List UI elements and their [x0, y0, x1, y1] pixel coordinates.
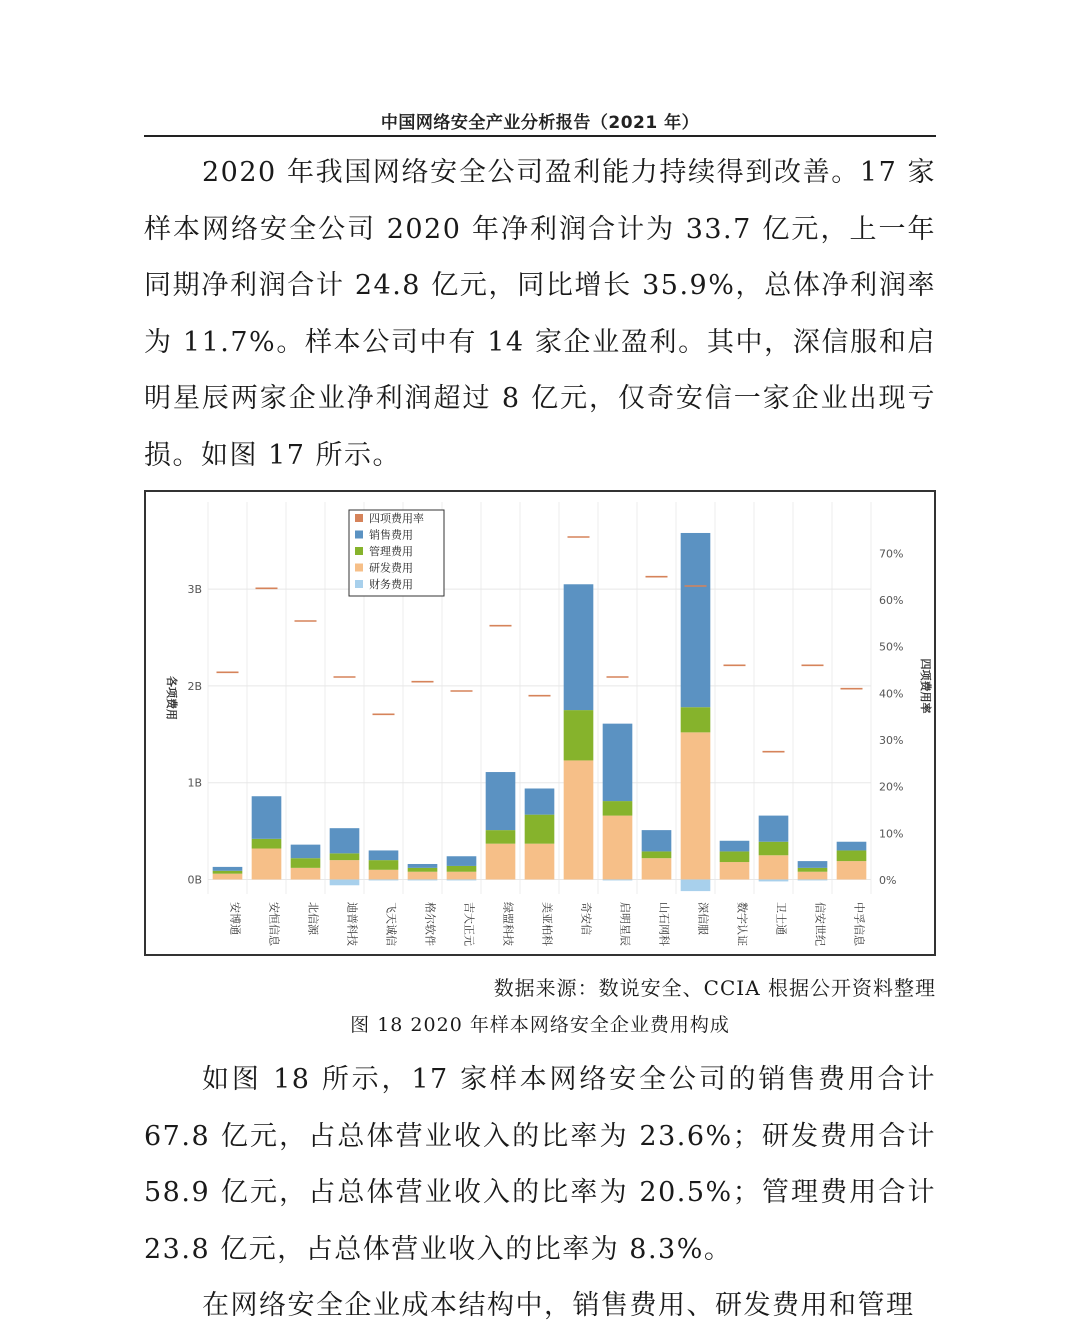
bar-segment	[525, 788, 555, 814]
bar-segment	[603, 801, 633, 816]
bar-segment-negative	[369, 879, 399, 880]
bar-segment	[213, 874, 243, 880]
bar-segment	[642, 851, 672, 858]
bar-segment	[408, 872, 438, 880]
x-tick-label: 数字认证	[735, 902, 749, 946]
data-source-note: 数据来源：数说安全、CCIA 根据公开资料整理	[493, 976, 936, 1000]
y-axis-title: 各项费用	[165, 676, 178, 720]
bar-segment	[369, 850, 399, 860]
bar-segment	[759, 855, 789, 879]
legend-label: 四项费用率	[369, 512, 424, 525]
legend-swatch	[355, 531, 363, 539]
y-tick-label: 2B	[187, 679, 202, 693]
y-tick-label: 0B	[187, 873, 202, 887]
y2-tick-label: 40%	[879, 687, 904, 701]
bar-segment	[291, 868, 321, 880]
bar-segment	[642, 858, 672, 879]
bar-segment	[447, 856, 477, 866]
y2-tick-label: 70%	[879, 547, 904, 561]
bar-segment	[369, 860, 399, 870]
bar-segment-negative	[681, 879, 711, 891]
x-tick-label: 山石网科	[657, 902, 671, 946]
bar-segment	[291, 845, 321, 859]
bar-segment	[447, 866, 477, 872]
x-tick-label: 中孚信息	[852, 902, 866, 946]
bar-segment	[837, 850, 867, 861]
x-tick-label: 吉大正元	[462, 902, 476, 946]
bar-segment	[837, 842, 867, 851]
bar-segment-negative	[603, 879, 633, 880]
bar-segment	[252, 796, 282, 839]
legend-swatch	[355, 547, 363, 555]
bar-segment	[252, 849, 282, 880]
bar-layer	[213, 533, 867, 891]
bar-segment	[720, 841, 750, 852]
axis-layer	[165, 547, 933, 947]
bar-segment	[486, 830, 516, 844]
bar-segment	[720, 851, 750, 862]
bar-segment	[798, 868, 828, 872]
x-tick-label: 安恒信息	[267, 902, 281, 946]
bar-segment	[603, 724, 633, 801]
bar-segment	[213, 871, 243, 874]
bar-segment	[525, 815, 555, 844]
y2-tick-label: 0%	[879, 874, 897, 887]
legend-label: 财务费用	[369, 578, 413, 591]
bar-segment-negative	[330, 879, 360, 885]
bar-segment	[759, 816, 789, 842]
y2-axis-title: 四项费用率	[919, 658, 932, 714]
bar-segment-negative	[798, 879, 828, 880]
x-tick-label: 奇安信	[579, 902, 593, 935]
legend-label: 研发费用	[369, 561, 413, 575]
paragraph-cost-structure: 在网络安全企业成本结构中，销售费用、研发费用和管理	[202, 1290, 915, 1321]
legend-swatch	[355, 580, 363, 588]
header-rule	[144, 135, 936, 137]
y-tick-label: 1B	[187, 776, 202, 790]
bar-segment	[564, 710, 594, 760]
chart-frame	[144, 490, 936, 956]
y2-tick-label: 10%	[879, 827, 904, 841]
paragraph-expenses: 如图 18 所示，17 家样本网络安全公司的销售费用合计 67.8 亿元，占总体营业收入的比率为 23.6%；研发费用合计 58.9 亿元，占总体营业收入的比率为 20.5%；管理费用合计 23.8 亿元，占总体营业收入的比率为 8.3%。	[144, 1064, 936, 1265]
x-tick-label: 飞天诚信	[384, 902, 398, 946]
bar-segment	[252, 839, 282, 849]
y2-tick-label: 20%	[879, 780, 904, 794]
figure-caption: 图 18 2020 年样本网络安全企业费用构成	[350, 1014, 730, 1036]
legend-layer	[349, 510, 444, 596]
y2-tick-label: 50%	[879, 640, 904, 654]
x-tick-label: 迪普科技	[345, 902, 359, 946]
bar-segment	[681, 707, 711, 732]
x-tick-label: 格尔软件	[423, 902, 437, 946]
bar-segment	[759, 842, 789, 856]
x-tick-label: 信安世纪	[813, 902, 827, 946]
bar-segment	[330, 853, 360, 860]
bar-segment	[642, 830, 672, 851]
marker-layer	[217, 537, 863, 752]
bar-segment	[291, 858, 321, 868]
bar-segment	[564, 584, 594, 710]
x-tick-label: 深信服	[696, 902, 710, 935]
legend-swatch	[355, 564, 363, 572]
x-tick-label: 启明星辰	[618, 902, 632, 946]
legend-swatch	[355, 514, 363, 522]
bar-segment-negative	[759, 879, 789, 881]
bar-segment	[486, 772, 516, 830]
legend-label: 管理费用	[369, 545, 413, 558]
bar-segment	[837, 861, 867, 879]
bar-segment	[486, 844, 516, 880]
bar-segment	[330, 860, 360, 879]
x-tick-label: 卫士通	[774, 902, 788, 935]
bar-segment	[798, 872, 828, 880]
bar-segment	[369, 870, 399, 880]
y-tick-label: 3B	[187, 583, 202, 597]
bar-segment	[603, 816, 633, 880]
bar-segment-negative	[447, 879, 477, 880]
x-tick-label: 北信源	[306, 902, 320, 935]
bar-segment-negative	[408, 879, 438, 880]
bar-segment	[564, 760, 594, 879]
bar-segment	[330, 828, 360, 853]
bar-segment	[213, 867, 243, 871]
bar-segment	[720, 862, 750, 879]
bar-segment	[408, 868, 438, 872]
expense-structure-chart	[146, 492, 934, 954]
bar-segment	[798, 861, 828, 868]
bar-segment	[408, 864, 438, 868]
bar-segment	[681, 732, 711, 879]
x-tick-label: 绿盟科技	[501, 902, 515, 946]
y2-tick-label: 30%	[879, 734, 904, 747]
x-tick-label: 美亚柏科	[540, 902, 554, 946]
bar-segment	[681, 533, 711, 707]
x-tick-label: 安博通	[228, 902, 242, 935]
legend-label: 销售费用	[369, 528, 413, 542]
bar-segment	[447, 872, 477, 880]
y2-tick-label: 60%	[879, 594, 904, 607]
page-header: 中国网络安全产业分析报告（2021 年）	[380, 113, 700, 133]
paragraph-profitability: 2020 年我国网络安全公司盈利能力持续得到改善。17 家样本网络安全公司 2020 年净利润合计为 33.7 亿元，上一年同期净利润合计 24.8 亿元，同比增长 35.9%，总体净利润率为 11.7%。样本公司中有 14 家企业盈利。其中，深信服和启明星辰两家企业净利润超过 8 亿元，仅奇安信一家企业出现亏损。如图 17 所示。	[144, 157, 936, 471]
bar-segment	[525, 844, 555, 880]
